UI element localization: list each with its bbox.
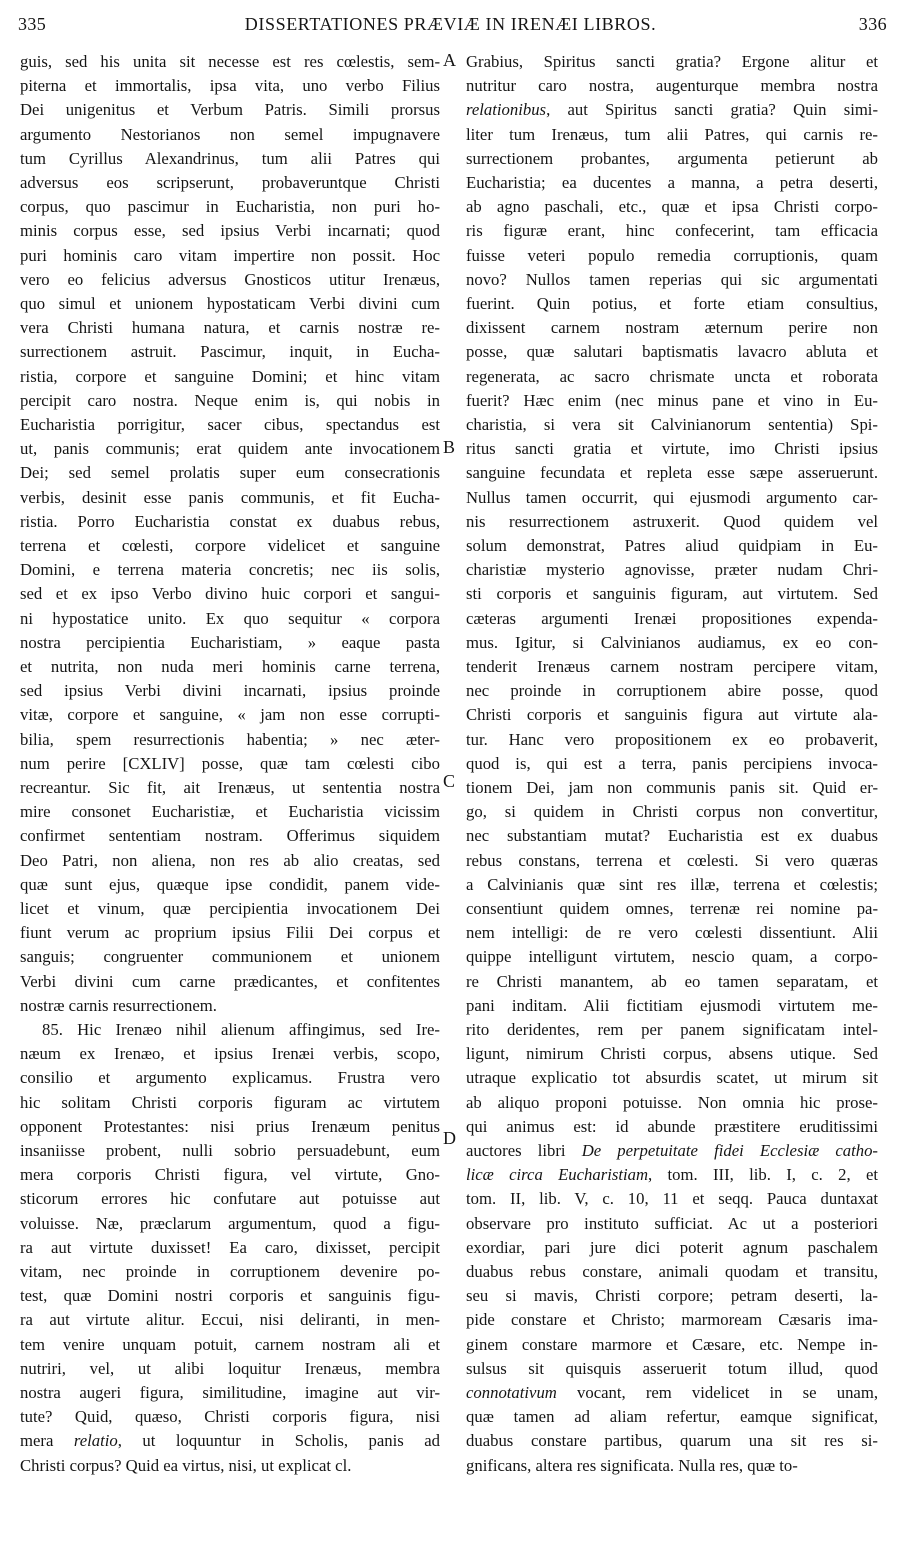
text-line: quo simul et unionem hypostaticam Verbi divini cum — [20, 294, 440, 313]
text-line: licæ circa Eucharistiam, tom. III, lib. I, c. 2, et — [466, 1165, 878, 1185]
text-line: consentiunt quidem omnes, terrenæ rei nomine pa- — [466, 899, 878, 918]
text-line: seu si mavis, Christi corpore; petram deserti, la- — [466, 1286, 878, 1306]
text-line: gnificans, altera res significata. Nulla res, quæ to- — [466, 1455, 798, 1475]
text-line: tum Cyrillus Alexandrinus, tum alii Patres qui — [20, 148, 440, 168]
text-line: voluisse. Næ, præclarum argumentum, quod a figu- — [20, 1213, 440, 1233]
text-line: connotativum vocant, rem videlicet in se unam, — [466, 1383, 878, 1402]
text-line: tem venire unquam potuit, carnem nostram ali et — [20, 1334, 440, 1354]
text-line: nis resurrectionem astruxerit. Quod quidem vel — [466, 511, 878, 531]
text-line: mus. Igitur, si Calvinianos audiamus, ex eo con- — [466, 632, 878, 652]
text-line: nem intelligi: de re vero cœlesti dissentiunt. Alii — [466, 923, 878, 943]
text-line: Eucharistia porrigitur, sacer cibus, spectandus est — [20, 415, 440, 434]
running-title: DISSERTATIONES PRÆVIÆ IN IRENÆI LIBROS. — [244, 14, 657, 34]
text-line: recreantur. Sic fit, ait Irenæus, ut sententia nostra — [20, 778, 440, 797]
text-line: ni hypostatice unito. Ex quo sequitur « corpora — [20, 608, 440, 628]
text-line: exordiar, pari jure dici poterit agnum paschalem — [466, 1237, 878, 1257]
text-line: adversus eos scripserunt, probaveruntque Christi — [20, 173, 440, 192]
text-line: sed et ex ipso Verbo divino huic corpori et sangui- — [20, 584, 440, 604]
text-line: ligunt, nimirum Christi corpus, absens utique. Sed — [466, 1044, 878, 1064]
text-line: dixissent carnem nostram æternum perire non — [466, 318, 878, 338]
text-line: consilio et argumento explicamus. Frustra vero — [20, 1068, 440, 1088]
text-line: nec substantiam mutat? Eucharistia est ex duabus — [466, 826, 878, 846]
text-line: tionem Dei, jam non communis panis sit. Quid er- — [466, 778, 878, 797]
text-line: re Christi manantem, ab eo tamen separatam, et — [466, 971, 878, 991]
text-line: mera relatio, ut loquuntur in Scholis, panis ad — [20, 1431, 440, 1451]
text-line: ra aut virtute alitur. Eccui, nisi deliranti, in men- — [20, 1310, 440, 1330]
text-line: liter tum Irenæus, tum alii Patres, qui carnis re- — [466, 124, 878, 144]
text-line: sanguine fecundata et repleta esse sæpe asseruerunt. — [466, 463, 878, 483]
text-line: charistia, si vera sit Calvinianorum sententia) Spi- — [466, 415, 878, 434]
text-line: nostra augeri figura, similitudine, imagine aut vir- — [20, 1383, 440, 1402]
text-line: regenerata, ac sacro chrismate uncta et roborata — [466, 366, 878, 386]
text-line: mire consonet Eucharistiæ, et Eucharistia vicissim — [20, 802, 440, 822]
text-line: Dei; sed semel prolatis super eum consecrationis — [20, 463, 440, 483]
text-line: nutritur caro nostra, augenturque membra nostra — [466, 76, 878, 96]
text-line: observare pro instituto sufficiat. Ac ut a posteriori — [466, 1213, 878, 1233]
page-number-left: 335 — [18, 14, 47, 34]
text-line: ris figuræ erant, hinc confecerint, tam efficacia — [466, 221, 878, 241]
text-line: ristia. Porro Eucharistia constat ex duabus rebus, — [20, 511, 440, 531]
text-line: Christi corporis et sanguinis figura aut virtute ala- — [466, 705, 878, 725]
text-line: fuerint. Quin potius, et forte etiam consultius, — [466, 294, 878, 313]
text-line: sanguis; congruenter communionem et unionem — [20, 947, 440, 967]
text-line: percipit caro nostra. Neque enim is, qui nobis in — [20, 390, 440, 410]
text-line: corpus, quo pascimur in Eucharistia, non puri ho- — [20, 197, 440, 217]
text-line: quod is, qui est a terra, panis percipiens invoca- — [466, 753, 878, 773]
text-line: go, si quidem in Christi corpus non convertitur, — [466, 802, 878, 822]
text-line: Verbi divini cum carne prædicantes, et confitentes — [20, 971, 440, 991]
text-line: opponent Protestantes: nisi prius Irenæum penitus — [20, 1116, 440, 1136]
page-header — [0, 14, 901, 38]
text-line: rebus constans, terrena et cœlesti. Si vero quæras — [466, 850, 878, 870]
text-line: terrena et cœlesti, corpore videlicet et sanguine — [20, 536, 440, 555]
margin-marker-c: C — [443, 771, 456, 791]
text-line: fuerit? Hæc enim (nec minus pane et vino in Eu- — [466, 390, 878, 410]
text-line: Grabius, Spiritus sancti gratia? Ergone alitur et — [466, 52, 878, 71]
text-line: bilia, spem resurrectionis habentia; » nec æter- — [20, 729, 440, 749]
text-line: novo? Nullos tamen reperias qui sic argumentati — [466, 269, 878, 289]
text-line: solum demonstrat, Patres aliud quidpiam in Eu- — [466, 536, 878, 555]
text-line: sulsus sit quisquis asseruerit totum illud, quod — [466, 1358, 878, 1378]
text-line: charistiæ mysterio agnovisse, præter nudam Chri- — [466, 560, 878, 580]
text-line: posse, quæ salutari baptismatis lavacro abluta et — [466, 342, 878, 362]
text-line: insaniisse probent, nulli sobrio persuadebunt, eum — [20, 1141, 440, 1160]
text-line: ritus sancti gratia et virtute, imo Christi ipsius — [466, 439, 878, 459]
text-line: ristia, corpore et sanguine Domini; et hinc vitam — [20, 366, 440, 386]
text-line: pani inditam. Alii fictitiam ejusmodi virtutem me- — [466, 995, 878, 1015]
text-line: næum ex Irenæo, et ipsius Irenæi verbis, scopo, — [20, 1044, 440, 1064]
text-line: Nullus tamen occurrit, qui ejusmodi argumento car- — [466, 487, 878, 507]
text-line: sti corporis et sanguinis figuram, aut virtutem. Sed — [466, 584, 878, 604]
text-line: quæ tamen ad aliam refertur, eamque significat, — [466, 1407, 878, 1427]
text-line: tom. II, lib. V, c. 10, 11 et seqq. Pauca duntaxat — [466, 1189, 878, 1209]
text-line: ab agno paschali, etc., quæ et ipsa Christi corpo- — [466, 197, 878, 217]
text-line: vitam, nec proinde in corruptionem devenire po- — [20, 1262, 440, 1281]
text-line: utraque explicatio tot absurdis scatet, ut mirum sit — [466, 1068, 878, 1088]
text-line: nostræ carnis resurrectionem. — [20, 995, 217, 1015]
text-line: ab aliquo proponi potuisse. Non omnia hic prose- — [466, 1092, 878, 1112]
text-line: num perire [CXLIV] posse, quæ tam cœlesti cibo — [20, 753, 440, 773]
text-line: rito deridentes, rem per panem significatam intel- — [466, 1020, 878, 1039]
text-line: surrectionem probantes, argumenta petierunt ab — [466, 148, 878, 168]
text-line: Deo Patri, non aliena, non res ab alio creatas, sed — [20, 850, 440, 870]
text-line: fuisse veteri populo remedia corruptionis, quam — [466, 245, 878, 265]
text-line: relationibus, aut Spiritus sancti gratia? Quin simi- — [466, 100, 878, 120]
text-line: surrectionem astruit. Pascimur, inquit, in Eucha- — [20, 342, 440, 362]
text-line: mera corporis Christi figura, vel virtute, Gno- — [20, 1165, 440, 1185]
text-line: confirmet sententiam nostram. Offerimus siquidem — [20, 826, 440, 846]
text-line: 85. Hic Irenæo nihil alienum affingimus, sed Ire- — [42, 1020, 440, 1039]
text-line: tute? Quid, quæso, Christi corporis figura, nisi — [20, 1407, 440, 1427]
text-line: duabus constare partibus, quarum una sit res si- — [466, 1431, 878, 1451]
text-line: test, quæ Domini nostri corporis et sanguinis figu- — [20, 1286, 440, 1306]
text-line: sticorum errores hic confutare aut potuisse aut — [20, 1189, 440, 1209]
text-line: minis corpus esse, sed ipsius Verbi incarnati; quod — [20, 221, 440, 241]
text-line: pide constare et Christo; marmoream Cæsaris ima- — [466, 1310, 878, 1330]
text-line: nostra percipientia Eucharistiam, » eaque pasta — [20, 632, 440, 652]
text-line: quæ sunt ejus, quæque ipse condidit, panem vide- — [20, 874, 440, 894]
text-line: Eucharistia; ea ducentes a manna, a petra deserti, — [466, 173, 878, 192]
text-line: nec proinde in corruptionem abire posse, quod — [466, 681, 878, 701]
text-line: et nutrita, non nuda meri hominis carne terrena, — [20, 657, 440, 676]
text-line: nutriri, vel, ut alibi loquitur Irenæus, membra — [20, 1358, 440, 1378]
text-line: quippe intelligunt virtutem, nescio quam, a corpo- — [466, 947, 878, 967]
text-line: tenderit Irenæus carnem nostram percipere vitam, — [466, 657, 878, 676]
text-line: guis, sed his unita sit necesse est res cœlestis, sem- — [20, 52, 440, 71]
text-line: argumento Nestorianos non semel impugnavere — [20, 124, 440, 144]
page-number-right: 336 — [858, 14, 887, 34]
text-line: hic solitam Christi corporis figuram ac virtutem — [20, 1092, 440, 1112]
text-line: auctores libri De perpetuitate fidei Ecclesiæ catho- — [466, 1141, 878, 1160]
text-line: licet et vinum, quæ percipientia invocationem Dei — [20, 899, 440, 918]
text-line: ginem constare marmore et Cæsare, etc. Nempe in- — [466, 1334, 878, 1354]
text-line: qui animus est: id abunde præstitere eruditissimi — [466, 1116, 878, 1136]
text-line: ra aut virtute duxisset! Ea caro, dixisset, percipit — [20, 1237, 440, 1257]
text-line: Dei unigenitus et Verbum Patris. Simili prorsus — [20, 100, 440, 120]
text-line: sed ipsius Verbi divini incarnati, ipsius proinde — [20, 681, 440, 701]
text-line: vitæ, corpore et sanguine, « jam non esse corrupti- — [20, 705, 440, 725]
text-line: fiunt verum ac proprium ipsius Filii Dei corpus et — [20, 923, 440, 943]
margin-marker-b: B — [443, 437, 456, 457]
margin-marker-a: A — [443, 50, 456, 70]
text-line: puri hominis caro vitam impertire non possit. Hoc — [20, 245, 440, 265]
text-line: verbis, desinit esse panis communis, et fit Eucha- — [20, 487, 440, 507]
text-line: vera Christi humana natura, et carnis nostræ re- — [20, 318, 440, 338]
text-line: ut, panis communis; erat quidem ante invocationem — [20, 439, 440, 459]
text-line: vero eo felicius adversus Gnosticos utitur Irenæus, — [20, 269, 440, 289]
text-line: tur. Hanc vero propositionem ex eo probaverit, — [466, 729, 878, 749]
text-line: cæteras argumenti Irenæi propositiones expenda- — [466, 608, 878, 628]
text-line: Domini, e terrena materia concretis; nec iis solis, — [20, 560, 440, 580]
text-line: duabus rebus constare, animali quodam et transitu, — [466, 1262, 878, 1281]
margin-marker-d: D — [443, 1128, 456, 1148]
text-line: Christi corpus? Quid ea virtus, nisi, ut explicat cl. — [20, 1455, 352, 1475]
text-line: a Calvinianis quæ sint res illæ, terrena et cœlestis; — [466, 874, 878, 894]
text-line: piterna et immortalis, ipsa vita, uno verbo Filius — [20, 76, 440, 96]
